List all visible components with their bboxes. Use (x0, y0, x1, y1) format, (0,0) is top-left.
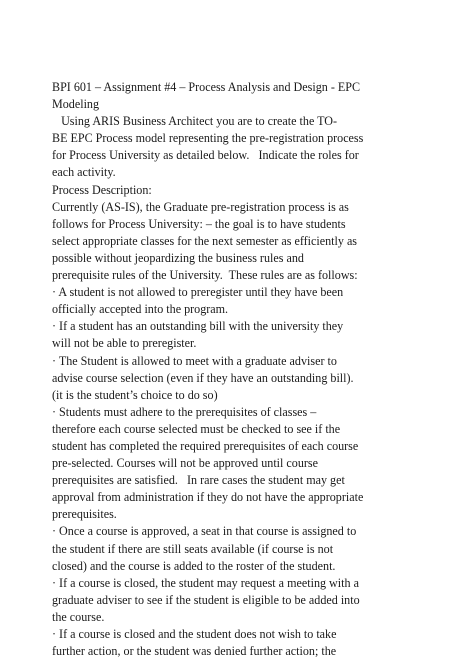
rule-line: pre-selected. Courses will not be approved until course (52, 456, 318, 471)
rule-line: · If a course is closed and the student does not wish to take (52, 627, 337, 641)
rule-line: · If a student has an outstanding bill with the university they (52, 319, 344, 334)
rule-line: prerequisites. (52, 507, 117, 522)
section-heading: Process Description: (52, 182, 152, 197)
rule-line: will not be able to preregister. (52, 336, 197, 351)
rule-line: the course. (52, 609, 105, 624)
text-line: follows for Process University: – the goal is to have students (52, 216, 346, 231)
text-line: select appropriate classes for the next semester as efficiently as (52, 233, 358, 248)
rule-line: advise course selection (even if they have an outstanding bill). (52, 370, 354, 385)
rule-line: · Students must adhere to the prerequisites of classes – (52, 404, 317, 419)
rule-line: · Once a course is approved, a seat in that course is assigned to (52, 524, 357, 539)
rule-line: prerequisites are satisfied. In rare cases the student may get (52, 473, 345, 488)
text-line: for Process University as detailed below. Indicate the roles for (52, 148, 359, 163)
rule-line: therefore each course selected must be checked to see if the (52, 421, 341, 436)
rule-line: · The Student is allowed to meet with a graduate adviser to (52, 353, 337, 368)
rule-line: (it is the student’s choice to do so) (52, 387, 218, 402)
document-title-line-1: BPI 601 – Assignment #4 – Process Analysis and Design - EPC (52, 80, 361, 94)
rule-line: officially accepted into the program. (52, 302, 229, 317)
document-title-line-2: Modeling (52, 97, 100, 112)
rule-line: approval from administration if they do not have the appropriate (52, 490, 364, 505)
text-line: Using ARIS Business Architect you are to create the TO- (52, 114, 338, 129)
rule-line: student has completed the required prerequisites of each course (52, 438, 359, 453)
rule-line: · If a course is closed, the student may request a meeting with a (52, 575, 359, 590)
text-line: BE EPC Process model representing the pre-registration process (52, 131, 364, 146)
text-line: prerequisite rules of the University. These rules are as follows: (52, 268, 358, 283)
rule-line: · A student is not allowed to preregister until they have been (52, 285, 344, 300)
text-line: each activity. (52, 165, 116, 180)
text-line: possible without jeopardizing the business rules and (52, 250, 304, 265)
rule-line: further action, or the student was denied further action; the (52, 644, 337, 659)
rule-line: graduate adviser to see if the student is eligible to be added into (52, 592, 360, 607)
document-body (52, 79, 412, 660)
rule-line: closed) and the course is added to the roster of the student. (52, 558, 336, 573)
rule-line: the student if there are still seats available (if course is not (52, 541, 334, 556)
text-line: Currently (AS-IS), the Graduate pre-registration process is as (52, 199, 349, 214)
